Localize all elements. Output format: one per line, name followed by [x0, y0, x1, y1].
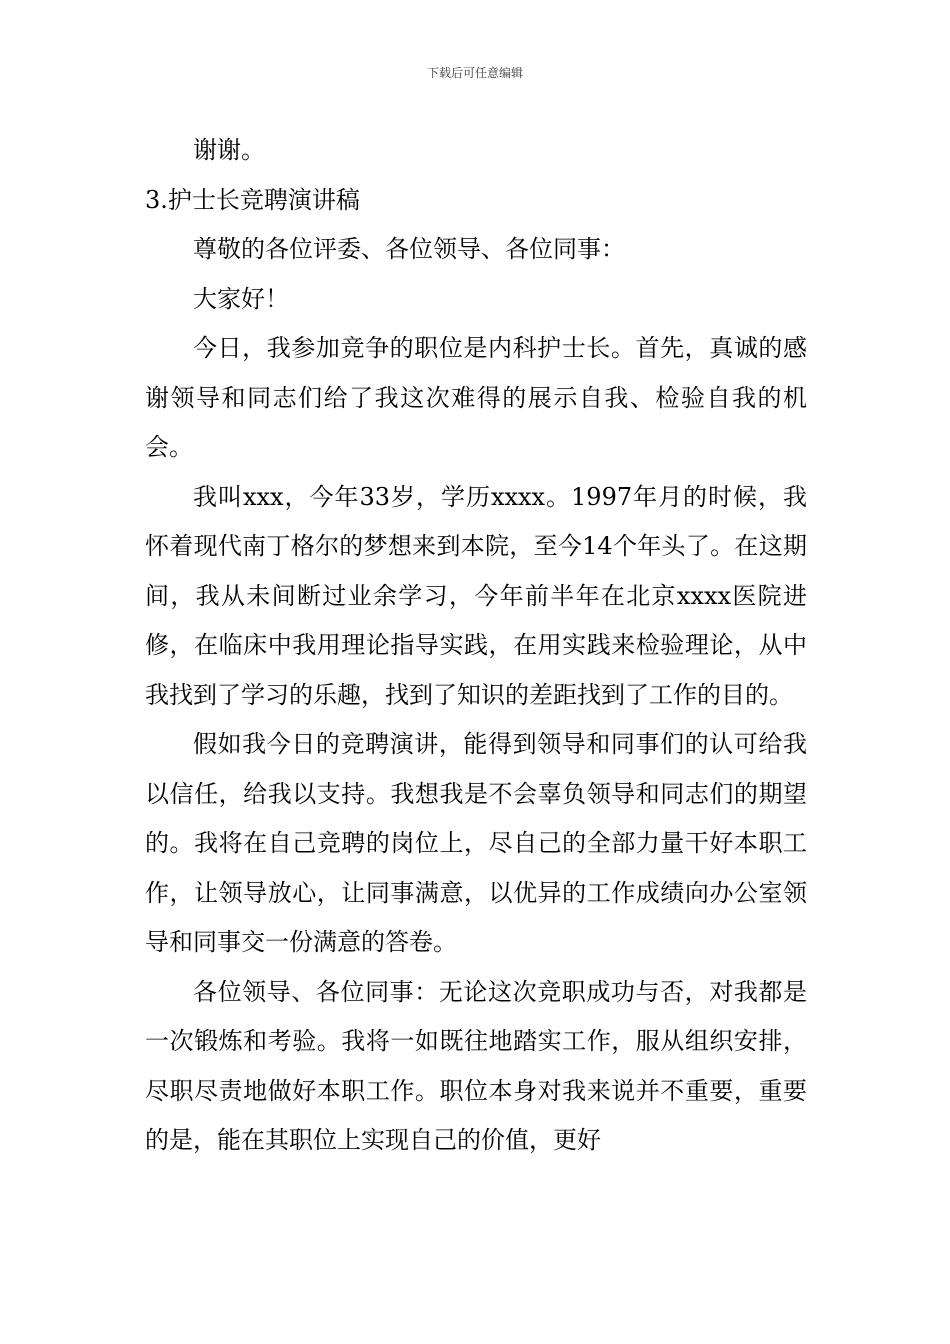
section-heading: 3.护士长竞聘演讲稿	[145, 185, 360, 214]
paragraph-salutation: 尊敬的各位评委、各位领导、各位同事：	[193, 235, 625, 263]
page-header: 下载后可任意编辑	[426, 66, 523, 80]
document-body	[145, 126, 807, 1166]
paragraph-greeting: 大家好！	[193, 284, 289, 313]
paragraph-commitment: 假如我今日的竞聘演讲，能得到领导和同事们的认可给我以信任，给我以支持。我想我是不会辜负领导和同志们的期望的。我将在自己竞聘的岗位上，尽自己的全部力量干好本职工作，让领导放心，让同事满意，以优异的工作成绩向办公室领导和同事交一份满意的答卷。	[145, 730, 807, 956]
paragraph-closing-thanks: 谢谢。	[193, 136, 265, 164]
paragraph-self-introduction: 我叫xxx，今年33岁，学历xxxx。1997年月的时候，我怀着现代南丁格尔的梦想来到本院，至今14个年头了。在这期间，我从未间断过业余学习，今年前半年在北京xxxx医院进修，在临床中我用理论指导实践，在用实践来检验理论，从中我找到了学习的乐趣，找到了知识的差距找到了工作的目的。	[145, 482, 807, 709]
paragraph-intro: 今日，我参加竞争的职位是内科护士长。首先，真诚的感谢领导和同志们给了我这次难得的展示自我、检验自我的机会。	[145, 334, 807, 461]
paragraph-conclusion: 各位领导、各位同事：无论这次竞职成功与否，对我都是一次锻炼和考验。我将一如既往地踏实工作，服从组织安排，尽职尽责地做好本职工作。职位本身对我来说并不重要，重要的是，能在其职位上实现自己的价值，更好	[145, 977, 807, 1154]
